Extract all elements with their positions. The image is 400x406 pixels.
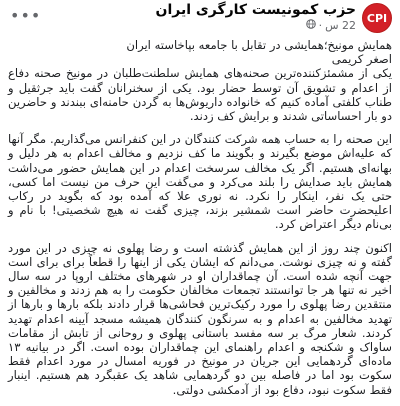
globe-icon <box>306 19 316 32</box>
post-header <box>0 0 400 36</box>
avatar[interactable]: CPI <box>362 3 392 33</box>
author-name[interactable]: حزب کمونیست کارگری ایران <box>155 2 356 18</box>
paragraph-1: همایش مونیخ؛همایشی در تقابل با جامعه بپاخاسته ایران اصغر کریمی یکی از مشمئزکننده‌ترین صحنه‌های همایش سلطنت‌طلبان در مونیخ صحنه دفاع از اعدام و تشویق آن توسط حضار بود. یکی از سخنرانان گفت باید جرثقیل و طناب کلفتی آماده کنیم که خانواده داریوش‌ها به گردن حامنه‌ای ببندند و حاضرین دو بار احساساتی شدند و برایش کف زدند. <box>8 38 392 124</box>
post-text <box>8 38 392 406</box>
post-meta: 22 س · <box>306 19 356 32</box>
more-dots-icon[interactable]: ••• <box>10 6 42 25</box>
paragraph-2: این صحنه را به حساب همه شرکت کنندگان در این کنفرانس می‌گذاریم. مگر آنها که علیه‌اش موضع بگیرند و بگویند ما کف نزدیم و مخالف اعدام به هر دلیل و بهانه‌ای هستیم. اگر یک مخالف سرسخت اعدام در این همایش حضور می‌داشت همایش باید صدایش را بلند می‌کرد و می‌گفت این حرف من نیست اما کسی، حتی یک نفر، اینکار را نکرد. نه نوری علا که آمده بود که بگوید در رکاب اعلیحضرت حاضر است شمشیر بزند، چیزی گفت نه هیچ شخصیتی! با نام و بی‌نام دیگر اعتراض کرد. <box>8 132 392 232</box>
post-time[interactable]: 22 س <box>325 19 356 32</box>
paragraph-3: اکنون چند روز از این همایش گذشته است و رضا پهلوی نه چیزی در این مورد گفته و نه چیزی نوشت. می‌دانم که ایشان یکی از اینها را قطعاً برای برای است جهت آنچه شده است. آن چماقداران او در شهرهای مختلف اروپا در سه سال اخیر نه تنها هر جا توانستند تجمعات مخالفان حکومت را به هم زدند و مخالفین و منتقدین رضا پهلوی را مورد رکیک‌ترین فحاشی‌ها قرار دادند بلکه بارها و بارها از تهدید مخالفین به اعدام و به سرنگون کنندگان همیشه مسجد آیینه اعدام تهدید کردند. شعار مرگ بر سه مفسد باستانی پهلوی و روحانی از تابش از مقامات ساواک و شکنجه و اعدام راهنمای این چماقداران بوده است. اگر در بیانیه ۱۳ ماده‌ای گردهمایی این جریان در مونیخ در فوریه امسال در مورد اعدام فقط سکوت بود اما در فاصله بین دو گردهمایی شاهد یک عقبگرد هم هستیم. اینبار فقط سکوت نبود، دفاع بود از آدمکشی دولتی. <box>8 240 392 397</box>
